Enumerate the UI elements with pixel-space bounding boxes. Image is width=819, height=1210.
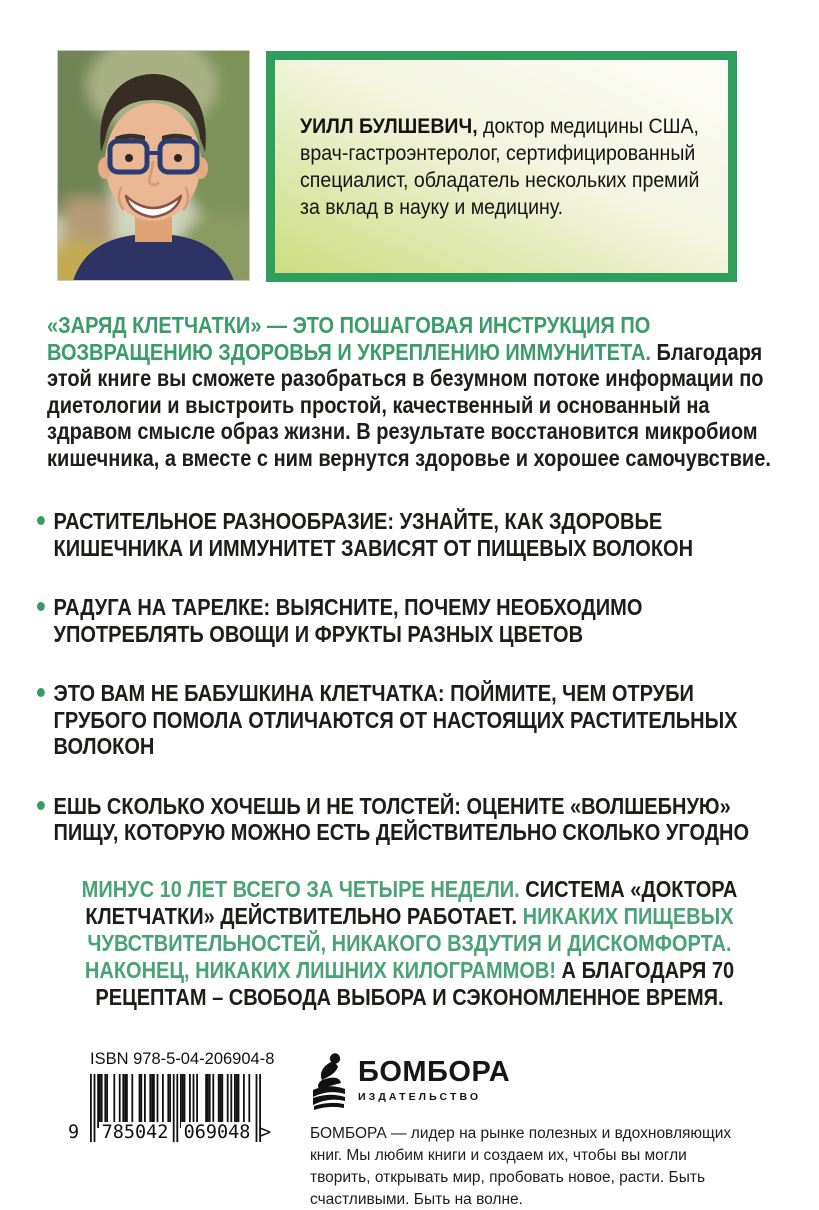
bullet-dot-icon: [37, 516, 45, 525]
author-card: [266, 51, 737, 282]
promo-paragraph: [40, 876, 779, 1011]
promo-segment: МИНУС 10 ЛЕТ ВСЕГО ЗА ЧЕТЫРЕ НЕДЕЛИ.: [81, 876, 526, 902]
promo-segment: СИСТЕМА «ДОКТОРА КЛЕТЧАТКИ» ДЕЙСТВИТЕЛЬНО РАБОТАЕТ.: [85, 876, 738, 929]
intro-body: Благодаря этой книге вы сможете разобраться в безумном потоке информации по диетологии и выстроить простой, качественный и основанный на здравом смысле образ жизни. В результате восстановится микробиом кишечника, а вместе с ним вернутся здоровье и хорошее самочувствие.: [47, 338, 771, 471]
bullet-list: [37, 508, 782, 879]
barcode-digit-left: 9: [68, 1122, 80, 1143]
bullet-text: РАСТИТЕЛЬНОЕ РАЗНООБРАЗИЕ: УЗНАЙТЕ, КАК ЗДОРОВЬЕ КИШЕЧНИКА И ИММУНИТЕТ ЗАВИСЯТ ОТ ПИЩЕВЫХ ВОЛОКОН: [53, 508, 694, 561]
promo-segment: А БЛАГОДАРЯ 70 РЕЦЕПТАМ – СВОБОДА ВЫБОРА И СЭКОНОМЛЕННОЕ ВРЕМЯ.: [95, 957, 735, 1010]
intro-highlight: «ЗАРЯД КЛЕТЧАТКИ» — ЭТО ПОШАГОВАЯ ИНСТРУКЦИЯ ПО ВОЗВРАЩЕНИЮ ЗДОРОВЬЯ И УКРЕПЛЕНИЮ ИММУНИТЕТА.: [47, 312, 651, 365]
barcode-digit-group2: 069048: [181, 1122, 253, 1143]
intro-paragraph: [47, 312, 784, 471]
bullet-text: ЭТО ВАМ НЕ БАБУШКИНА КЛЕТЧАТКА: ПОЙМИТЕ, ЧЕМ ОТРУБИ ГРУБОГО ПОМОЛА ОТЛИЧАЮТСЯ ОТ НАСТОЯЩИХ РАСТИТЕЛЬНЫХ ВОЛОКОН: [53, 680, 738, 759]
publisher-tagline: ИЗДАТЕЛЬСТВО: [358, 1091, 482, 1103]
list-item: [37, 508, 782, 561]
author-photo-image: [57, 50, 250, 281]
bullet-dot-icon: [37, 801, 45, 810]
author-bio-text: [300, 113, 719, 221]
isbn-label: ISBN 978-5-04-206904-8: [90, 1050, 275, 1068]
publisher-block: [310, 1052, 748, 1210]
barcode-digits: [66, 1122, 271, 1146]
promo-segment: НИКАКИХ ПИЩЕВЫХ ЧУВСТВИТЕЛЬНОСТЕЙ, НИКАКОГО ВЗДУТИЯ И ДИСКОМФОРТА. НАКОНЕЦ, НИКАКИХ ЛИШНИХ КИЛОГРАММОВ!: [84, 903, 734, 983]
list-item: [37, 680, 782, 760]
bullet-dot-icon: [37, 602, 45, 611]
list-item: [37, 793, 782, 846]
barcode-digit-group1: 785042: [99, 1122, 171, 1143]
barcode-end-mark: >: [260, 1122, 272, 1143]
author-photo: [57, 50, 250, 281]
bullet-dot-icon: [37, 688, 45, 697]
author-bio: доктор медицины США, врач-гастроэнтеролог, сертифицированный специалист, обладатель нескольких премий за вклад в науку и медицину.: [300, 114, 700, 219]
bullet-text: ЕШЬ СКОЛЬКО ХОЧЕШЬ И НЕ ТОЛСТЕЙ: ОЦЕНИТЕ «ВОЛШЕБНУЮ» ПИЩУ, КОТОРУЮ МОЖНО ЕСТЬ ДЕЙСТВИТЕЛЬНО СКОЛЬКО УГОДНО: [53, 792, 750, 845]
publisher-description: БОМБОРА — лидер на рынке полезных и вдохновляющих книг. Мы любим книги и создаем их, чтобы вы могли творить, открывать мир, пробовать новое, расти. Быть счастливыми. Быть на волне.: [310, 1125, 732, 1208]
list-item: [37, 594, 782, 647]
author-name: УИЛЛ БУЛШЕВИЧ,: [300, 114, 478, 138]
publisher-name: БОМБОРА: [358, 1056, 511, 1088]
bombora-logo-icon: [310, 1052, 348, 1110]
bullet-text: РАДУГА НА ТАРЕЛКЕ: ВЫЯСНИТЕ, ПОЧЕМУ НЕОБХОДИМО УПОТРЕБЛЯТЬ ОВОЩИ И ФРУКТЫ РАЗНЫХ ЦВЕТОВ: [53, 594, 643, 647]
isbn-barcode-block: [66, 1050, 275, 1148]
publisher-logo: [310, 1052, 748, 1110]
